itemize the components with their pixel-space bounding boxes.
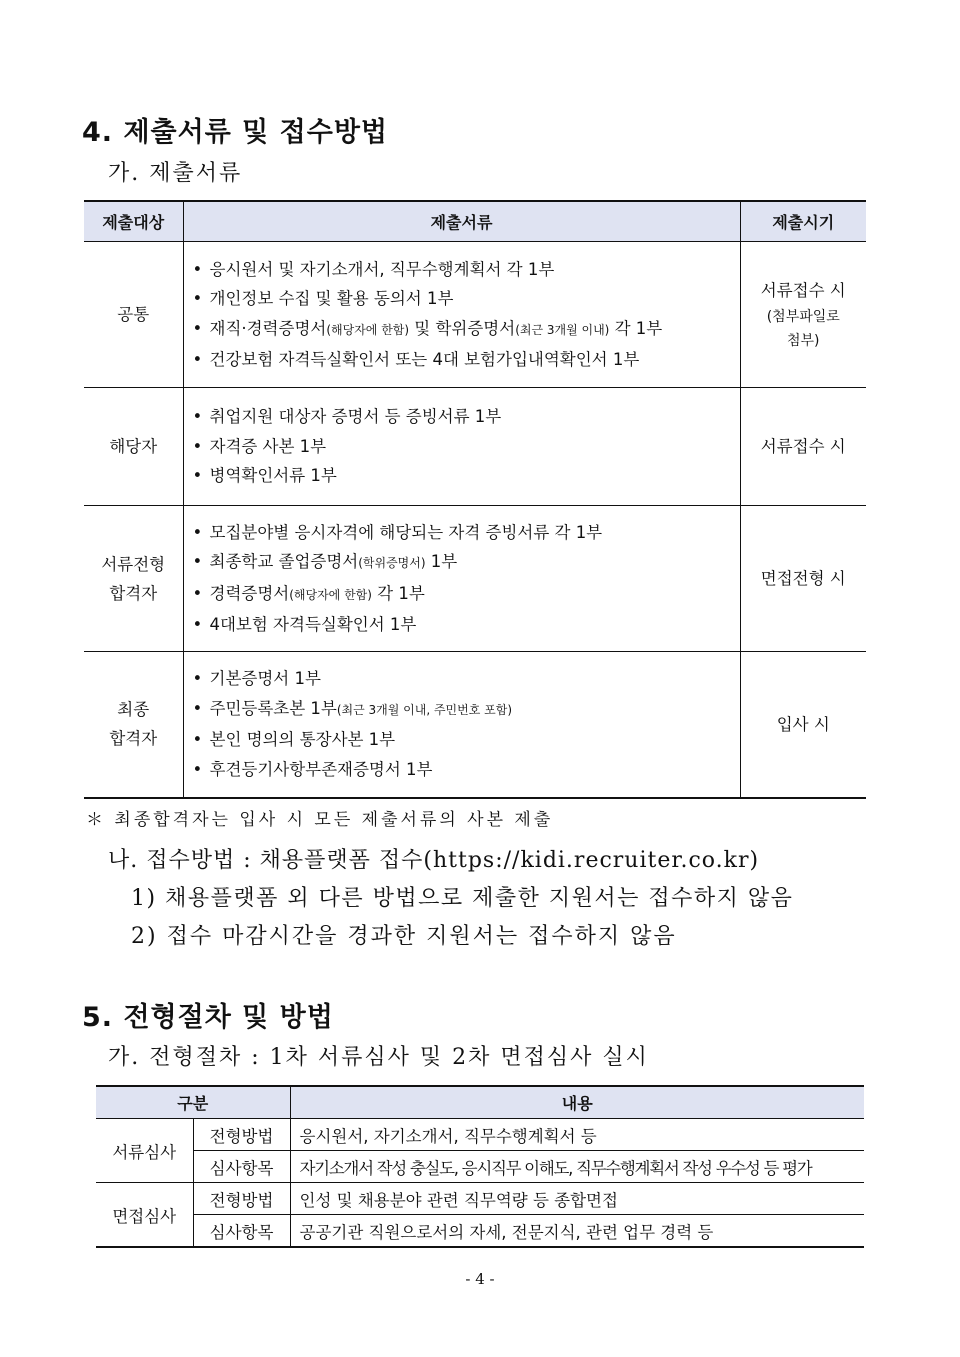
list-item: • 건강보험 자격득실확인서 또는 4대 보험가입내역확인서 1부 (193, 345, 739, 375)
numbered-item: 1) 채용플랫폼 외 다른 방법으로 제출한 지원서는 접수하지 않음 (131, 886, 794, 911)
group-cell: 면접심사 (96, 1183, 193, 1248)
column-header: 구분 (96, 1086, 290, 1119)
list-item: • 후견등기사항부존재증명서 1부 (193, 755, 739, 785)
table-header-row (96, 1086, 864, 1119)
documents-cell (183, 506, 740, 652)
timing-cell: 입사 시 (740, 652, 866, 798)
column-header: 내용 (290, 1086, 864, 1119)
list-item: • 병역확인서류 1부 (193, 461, 739, 491)
timing-cell: 서류접수 시 (740, 388, 866, 506)
submission-documents-table (84, 200, 866, 799)
table-row (96, 1151, 864, 1183)
row-content: 자기소개서 작성 충실도, 응시직무 이해도, 직무수행계획서 작성 우수성 등 평가 (290, 1151, 864, 1183)
list-item: • 주민등록초본 1부(최근 3개월 이내, 주민번호 포함) (193, 694, 739, 726)
list-item: • 최종학교 졸업증명서(학위증명서) 1부 (193, 547, 739, 579)
section-5-subheading-a: 가. 전형절차 : 1차 서류심사 및 2차 면접심사 실시 (108, 1045, 649, 1070)
row-content: 인성 및 채용분야 관련 직무역량 등 종합면접 (290, 1183, 864, 1215)
list-item: • 재직·경력증명서(해당자에 한함) 및 학위증명서(최근 3개월 이내) 각 1부 (193, 314, 739, 346)
list-item: • 자격증 사본 1부 (193, 432, 739, 462)
column-header: 제출대상 (84, 201, 183, 242)
target-cell: 공통 (84, 242, 183, 388)
list-item: • 모집분야별 응시자격에 해당되는 자격 증빙서류 각 1부 (193, 518, 739, 548)
section-4-subheading-a: 가. 제출서류 (108, 161, 243, 186)
table-row (96, 1215, 864, 1248)
row-content: 응시원서, 자기소개서, 직무수행계획서 등 (290, 1119, 864, 1151)
row-label: 전형방법 (193, 1119, 290, 1151)
timing-cell: 서류접수 시 (첨부파일로 첨부) (740, 242, 866, 388)
documents-cell (183, 242, 740, 388)
screening-procedure-table (96, 1085, 864, 1248)
documents-cell (183, 388, 740, 506)
list-item: • 본인 명의의 통장사본 1부 (193, 725, 739, 755)
row-label: 전형방법 (193, 1183, 290, 1215)
target-cell: 해당자 (84, 388, 183, 506)
column-header: 제출시기 (740, 201, 866, 242)
table-row (96, 1183, 864, 1215)
row-content: 공공기관 직원으로서의 자세, 전문지식, 관련 업무 경력 등 (290, 1215, 864, 1248)
section-5-heading: 5. 전형절차 및 방법 (82, 1002, 334, 1033)
table-row (84, 388, 866, 506)
target-cell: 서류전형 합격자 (84, 506, 183, 652)
row-label: 심사항목 (193, 1151, 290, 1183)
table-row (84, 242, 866, 388)
list-item: • 개인정보 수집 및 활용 동의서 1부 (193, 284, 739, 314)
numbered-item: 2) 접수 마감시간을 경과한 지원서는 접수하지 않음 (131, 924, 677, 949)
list-item: • 기본증명서 1부 (193, 664, 739, 694)
group-cell: 서류심사 (96, 1119, 193, 1183)
list-item: • 4대보험 자격득실확인서 1부 (193, 610, 739, 640)
table-row (96, 1119, 864, 1151)
section-4-heading: 4. 제출서류 및 접수방법 (82, 117, 388, 148)
page-number: - 4 - (465, 1270, 495, 1288)
timing-cell: 면접전형 시 (740, 506, 866, 652)
section-4-subheading-b: 나. 접수방법 : 채용플랫폼 접수(https://kidi.recruiter.co.kr) (108, 848, 760, 873)
row-label: 심사항목 (193, 1215, 290, 1248)
table-row (84, 652, 866, 798)
list-item: • 응시원서 및 자기소개서, 직무수행계획서 각 1부 (193, 255, 739, 285)
footnote: ＊ 최종합격자는 입사 시 모든 제출서류의 사본 제출 (86, 810, 554, 830)
list-item: • 경력증명서(해당자에 한함) 각 1부 (193, 579, 739, 611)
table-row (84, 506, 866, 652)
list-item: • 취업지원 대상자 증명서 등 증빙서류 1부 (193, 402, 739, 432)
column-header: 제출서류 (183, 201, 740, 242)
target-cell: 최종 합격자 (84, 652, 183, 798)
documents-cell (183, 652, 740, 798)
table-header-row (84, 201, 866, 242)
